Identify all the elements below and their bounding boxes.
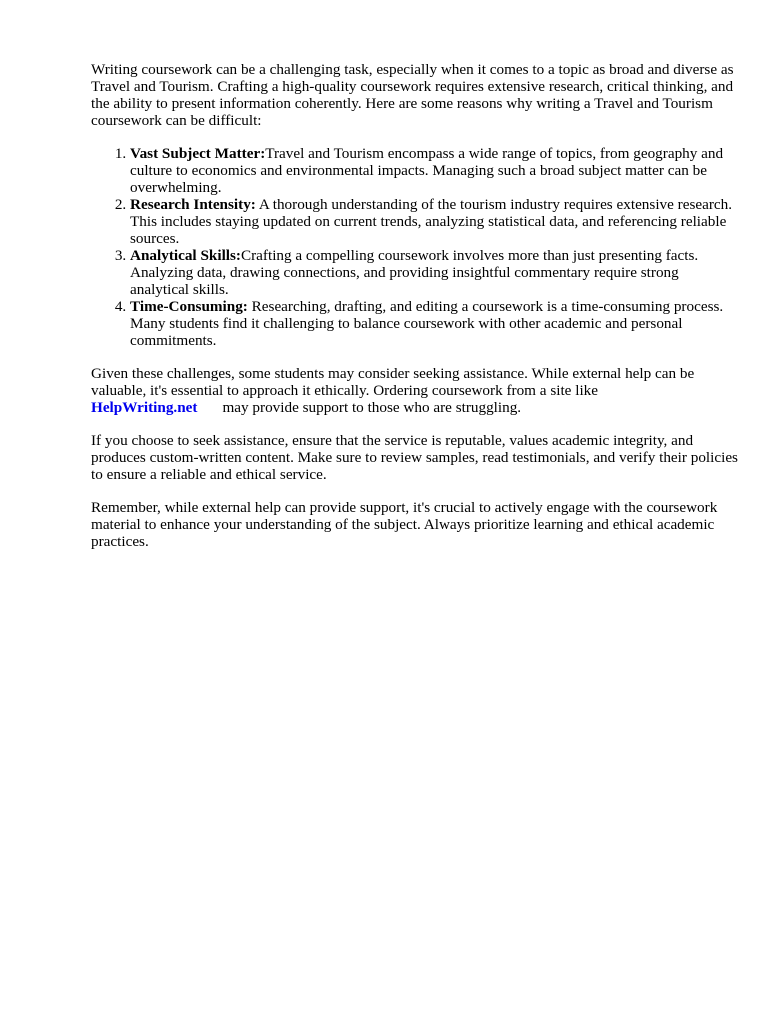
list-item: [130, 247, 741, 298]
list-item: [130, 145, 741, 196]
reason-term: Vast Subject Matter:: [130, 145, 266, 162]
choose-paragraph: If you choose to seek assistance, ensure that the service is reputable, values academic integrity, and produces custom-written content. Make sure to review samples, read testimonials, and verify their policies to ensure a reliable and ethical service.: [91, 432, 738, 483]
reason-text: Crafting a compelling coursework involves more than just presenting facts. Analyzing data, drawing connections, and providing insightful commentary require strong analytical skills.: [130, 247, 699, 298]
reason-text: A thorough understanding of the tourism industry requires extensive research. This includes staying updated on current trends, analyzing statistical data, and referencing reliable sources.: [130, 196, 733, 247]
reasons-list: [91, 145, 741, 349]
assistance-text-before: Given these challenges, some students may consider seeking assistance. While external help can be valuable, it's essential to approach it ethically. Ordering coursework from a site like: [91, 365, 695, 399]
reason-term: Time-Consuming:: [130, 298, 248, 315]
closing-paragraph: Remember, while external help can provide support, it's crucial to actively engage with the coursework material to enhance your understanding of the subject. Always prioritize learning and ethical academic practices.: [91, 499, 718, 550]
reason-text: Travel and Tourism encompass a wide range of topics, from geography and culture to economics and environmental impacts. Managing such a broad subject matter can be overwhelming.: [130, 145, 724, 196]
reason-term: Research Intensity:: [130, 196, 256, 213]
intro-paragraph: Writing coursework can be a challenging task, especially when it comes to a topic as broad and diverse as Travel and Tourism. Crafting a high-quality coursework requires extensive research, critical thinking, and the ability to present information coherently. Here are some reasons why writing a Travel and Tourism coursework can be difficult:: [91, 61, 734, 129]
helpwriting-link[interactable]: HelpWriting.net: [91, 399, 198, 416]
list-item: [130, 196, 741, 247]
reason-term: Analytical Skills:: [130, 247, 241, 264]
reason-text: Researching, drafting, and editing a coursework is a time-consuming process. Many students find it challenging to balance coursework with other academic and personal commitments.: [130, 298, 724, 349]
assistance-paragraph: [91, 365, 741, 416]
list-item: [130, 298, 741, 349]
document-page: [91, 61, 741, 550]
assistance-text-after: may provide support to those who are struggling.: [222, 399, 522, 416]
